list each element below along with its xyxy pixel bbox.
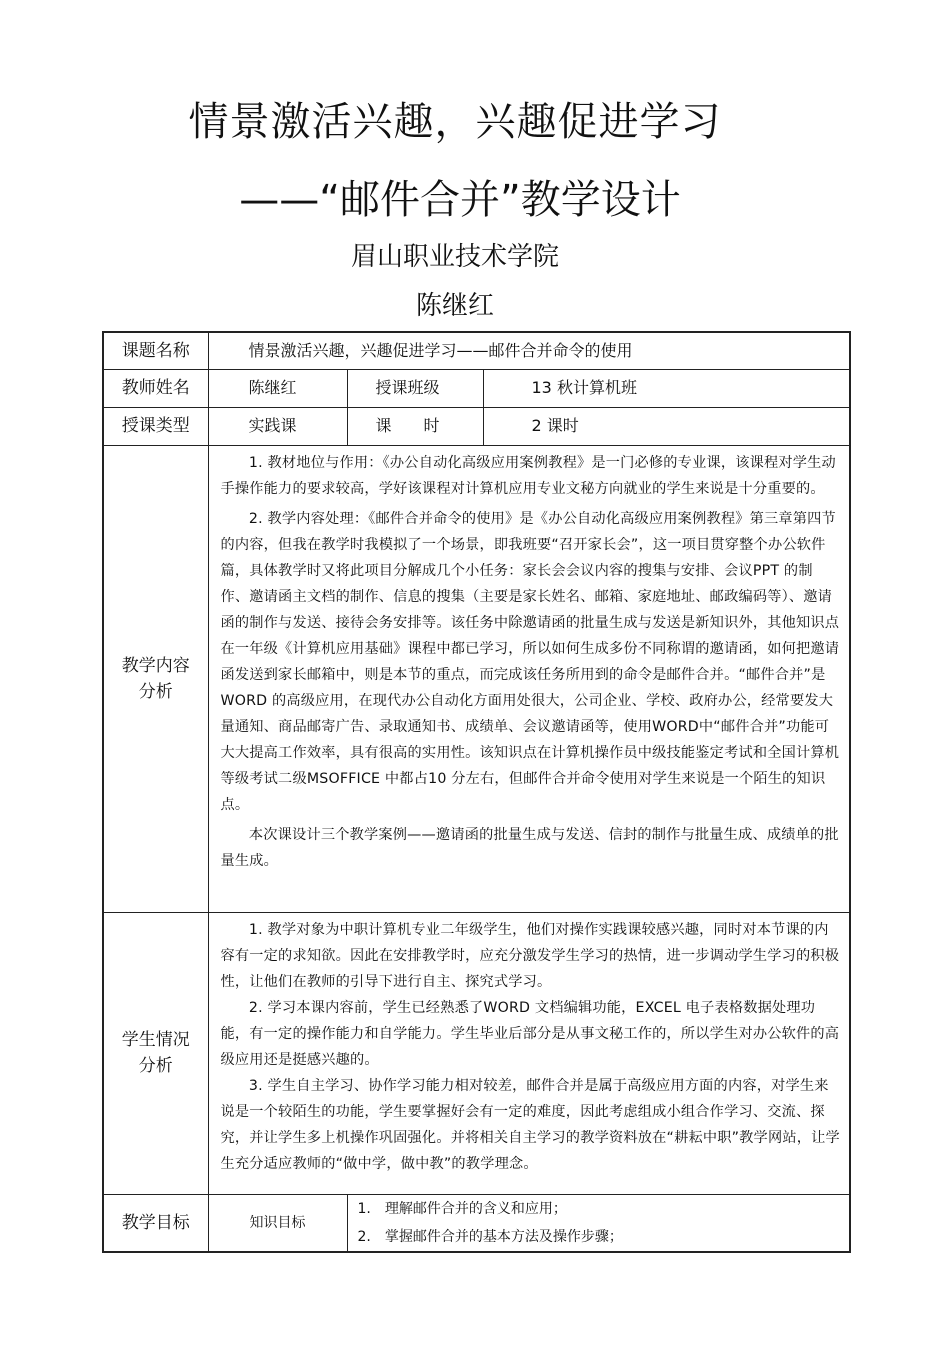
topic-label: 课题名称 [103, 332, 208, 369]
lesson-plan-table [102, 331, 851, 1253]
goal-item-2: 2. 掌握邮件合并的基本方法及操作步骤； [357, 1228, 623, 1245]
school-name: 眉山职业技术学院 [350, 242, 559, 272]
document-title: 情景激活兴趣，兴趣促进学习 [188, 99, 722, 145]
knowledge-goals-label: 知识目标 [208, 1194, 347, 1252]
content-para-3: 本次课设计三个教学案例——邀请函的批量生成与发送、信封的制作与批量生成、成绩单的批量生成。 [220, 826, 839, 869]
type-value: 实践课 [208, 407, 347, 445]
student-para-1: 1. 教学对象为中职计算机专业二年级学生，他们对操作实践课较感兴趣，同时对本节课的内容有一定的求知欲。因此在安排教学时，应充分激发学生学习的热情，进一步调动学生学习的积极性，让他们在教师的引导下进行自主、探究式学习。 [220, 921, 840, 990]
content-analysis-text [208, 445, 850, 912]
teacher-label: 教师姓名 [103, 369, 208, 407]
student-para-2: 2. 学习本课内容前，学生已经熟悉了WORD 文档编辑功能，EXCEL 电子表格数据处理功能，有一定的操作能力和自学能力。学生毕业后部分是从事文秘工作的，所以学生对办公软件的高级应用还是挺感兴趣的。 [220, 999, 840, 1068]
student-para-3: 3. 学生自主学习、协作学习能力相对较差，邮件合并是属于高级应用方面的内容，对学生来说是一个较陌生的功能，学生要掌握好会有一定的难度，因此考虑组成小组合作学习、交流、探究，并让学生多上机操作巩固强化。并将相关自主学习的教学资料放在“耕耘中职”教学网站，让学生充分适应教师的“做中学，做中教”的教学理念。 [220, 1077, 840, 1172]
content-para-2: 2. 教学内容处理：《邮件合并命令的使用》是《办公自动化高级应用案例教程》第三章第四节的内容，但我在教学时我模拟了一个场景，即我班要“召开家长会”，这一项目贯穿整个办公软件篇，具体教学时又将此项目分解成几个小任务：家长会会议内容的搜集与安排、会议PPT 的制作、邀请函主文档的制作、信息的搜集（主要是家长姓名、邮箱、家庭地址、邮政编码等）、邀请函的制作与发送、接待会务安排等。该任务中除邀请函的批量生成与发送是新知识外，其他知识点在一年级《计算机应用基础》课程中都已学习，所以如何生成多份不同称谓的邀请函，如何把邀请函发送到家长邮箱中，则是本节的重点，而完成该任务所用到的命令是邮件合并。“邮件合并”是WORD 的高级应用，在现代办公自动化方面用处很大，公司企业、学校、政府办公，经常要发大量通知、商品邮寄广告、录取通知书、成绩单、会议邀请函等，使用WORD中“邮件合并”功能可大大提高工作效率，具有很高的实用性。该知识点在计算机操作员中级技能鉴定考试和全国计算机等级考试二级MSOFFICE 中都占10 分左右，但邮件合并命令使用对学生来说是一个陌生的知识点。 [220, 510, 840, 813]
topic-value: 情景激活兴趣，兴趣促进学习——邮件合并命令的使用 [208, 332, 850, 369]
teacher-value: 陈继红 [208, 369, 347, 407]
hours-label: 课 时 [347, 407, 483, 445]
knowledge-goals-list [347, 1194, 850, 1252]
type-label: 授课类型 [103, 407, 208, 445]
author-name: 陈继红 [415, 291, 494, 321]
student-analysis-label: 学生情况分析 [103, 912, 208, 1194]
content-para-1: 1. 教材地位与作用：《办公自动化高级应用案例教程》是一门必修的专业课，该课程对学生动手操作能力的要求较高，学好该课程对计算机应用专业文秘方向就业的学生来说是十分重要的。 [220, 454, 836, 497]
content-analysis-label: 教学内容分析 [103, 445, 208, 912]
student-analysis-text [208, 912, 850, 1194]
class-label: 授课班级 [347, 369, 483, 407]
document-subtitle: ——“邮件合并”教学设计 [239, 177, 681, 223]
class-value: 13 秋计算机班 [483, 369, 850, 407]
goals-label: 教学目标 [103, 1194, 208, 1252]
hours-value: 2 课时 [483, 407, 850, 445]
goal-item-1: 1. 理解邮件合并的含义和应用； [357, 1200, 567, 1217]
